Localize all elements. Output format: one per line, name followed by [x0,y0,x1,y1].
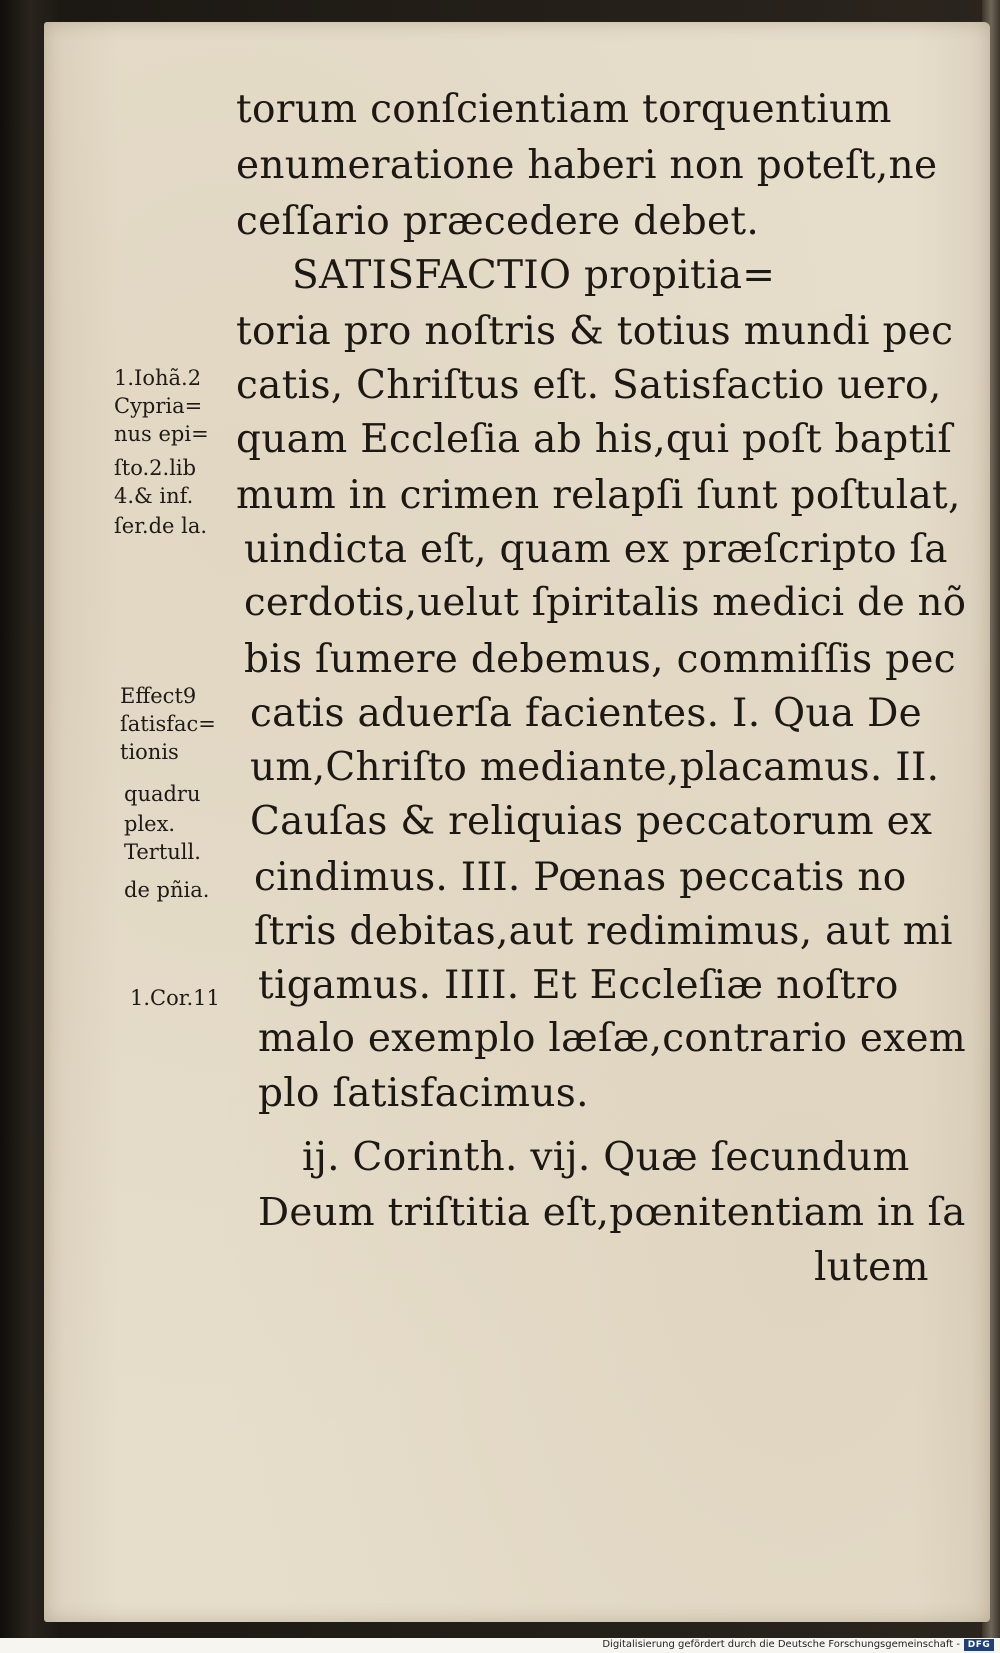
text-line: bis ſumere debemus, commiſſis pec [244,637,956,682]
text-line: quam Eccleſia ab his,qui poſt baptiſ [236,417,953,462]
margin-note: 1.Cor.11 [130,986,220,1010]
margin-note: nus epi= [114,422,209,446]
text-line: plo ſatisfacimus. [258,1071,589,1116]
margin-note: 4.& inf. [114,484,194,508]
text-line: catis aduerſa facientes. I. Qua De [250,691,923,736]
text-line: ſtris debitas,aut redimimus, aut mi [254,909,953,954]
text-line: malo exemplo læſæ,contrario exem [258,1016,966,1061]
margin-note: ſatisfac= [120,712,216,736]
margin-note: Cypria= [114,394,203,418]
margin-note: Tertull. [124,840,201,864]
margin-note: Effect9 [120,684,197,708]
quote-line: lutem [814,1245,929,1290]
margin-note: tionis [120,740,179,764]
text-line: enumeratione haberi non poteſt,ne [236,143,938,188]
text-line: uindicta eſt, quam ex præſcripto ſa [244,527,948,572]
margin-note: 1.Iohã.2 [114,366,202,390]
quote-line: ij. Corinth. vij. Quæ ſecundum [302,1135,910,1180]
margin-note: quadru [124,782,201,806]
text-line: SATISFACTIO propitia= [292,253,776,298]
text-line: cindimus. III. Pœnas peccatis no [254,855,907,900]
dfg-logo: DFG [964,1639,994,1651]
text-line: toria pro noſtris & totius mundi pec [236,309,954,354]
book-page [44,22,990,1622]
margin-note: ſer.de la. [114,514,208,538]
margin-note: ſto.2.lib [114,456,197,480]
text-line: mum in crimen relapſi ſunt poſtulat, [236,473,961,518]
text-line: cerdotis,uelut ſpiritalis medici de nõ [244,580,967,625]
margin-note: de pñia. [124,878,210,902]
text-line: tigamus. IIII. Et Eccleſiæ noſtro [258,963,899,1008]
text-line: torum conſcientiam torquentium [236,87,892,132]
text-line: Cauſas & reliquias peccatorum ex [250,799,933,844]
funding-credit: Digitalisierung gefördert durch die Deutsche Forschungsgemeinschaft - [602,1639,960,1650]
text-line: um,Chriſto mediante,placamus. II. [250,745,940,790]
margin-note: plex. [124,812,176,836]
text-line: catis, Chriſtus eſt. Satisfactio uero, [236,363,942,408]
quote-line: Deum triſtitia eſt,pœnitentiam in ſa [258,1190,966,1235]
text-line: ceſſario præcedere debet. [236,199,760,244]
